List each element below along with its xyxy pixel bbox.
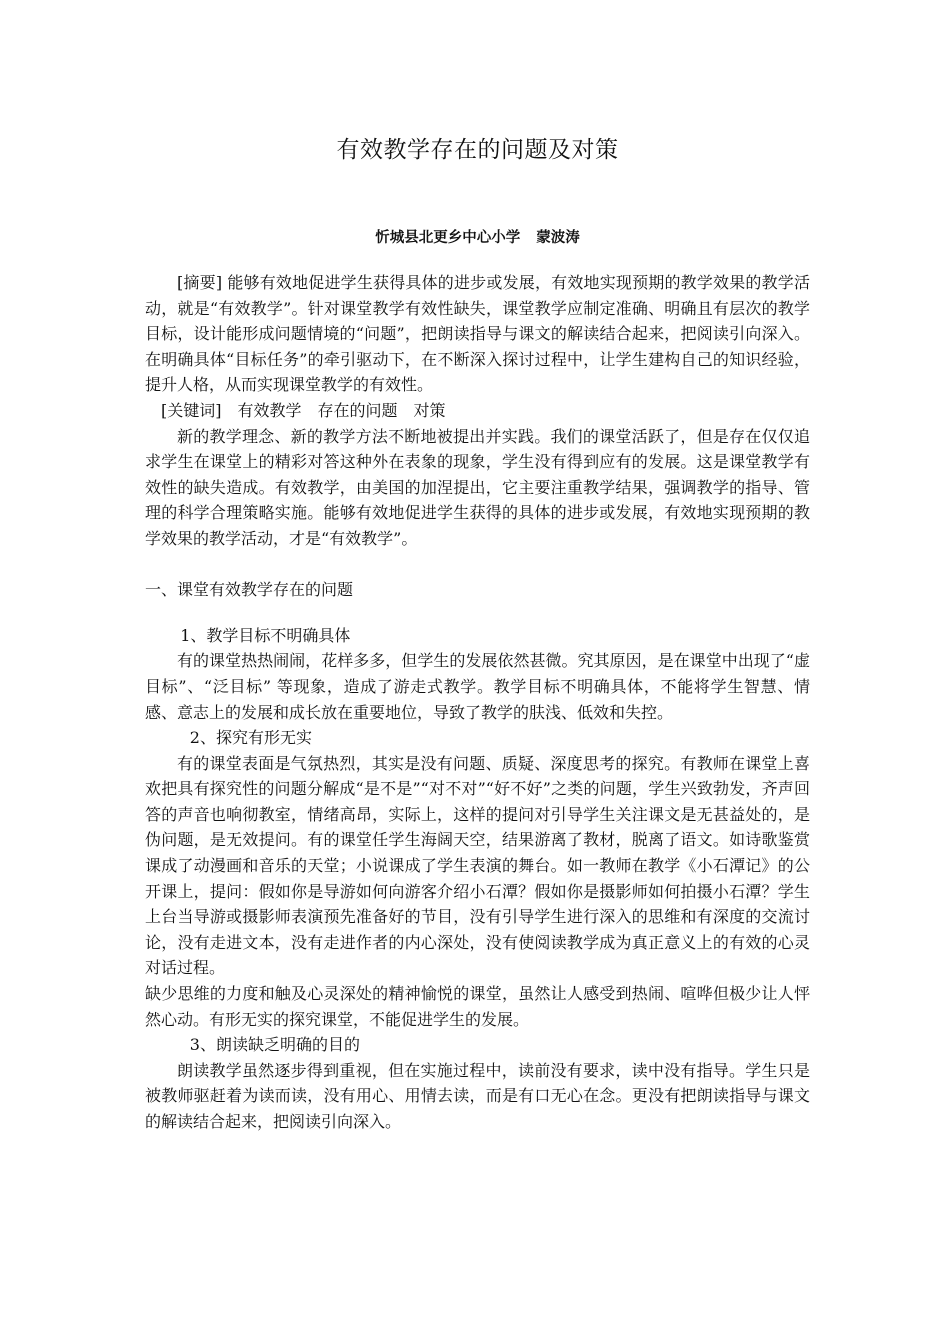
byline-school: 忻城县北更乡中心小学 bbox=[375, 230, 521, 246]
subsection-paragraph: 有的课堂表面是气氛热烈，其实是没有问题、质疑、深度思考的探究。有教师在课堂上喜欢把具有探究性的问题分解成“是不是”“对不对”“好不好”之类的问题，学生兴致勃发，齐声回答的声音也响彻教室，情绪高昂，实际上，这样的提问对引导学生关注课文是无甚益处的，是伪问题，是无效提问。有的课堂任学生海阔天空，结果游离了教材，脱离了语文。如诗歌鉴赏课成了动漫画和音乐的天堂；小说课成了学生表演的舞台。如一教师在教学《小石潭记》的公开课上，提问：假如你是导游如何向游客介绍小石潭？假如你是摄影师如何拍摄小石潭？学生上台当导游或摄影师表演预先准备好的节目，没有引导学生进行深入的思维和有深度的交流讨论，没有走进文本，没有走进作者的内心深处，没有使阅读教学成为真正意义上的有效的心灵对话过程。 bbox=[145, 753, 810, 978]
subsection-paragraph: 朗读教学虽然逐步得到重视，但在实施过程中，读前没有要求，读中没有指导。学生只是被教师驱赶着为读而读，没有用心、用情去读，而是有口无心在念。更没有把朗读指导与课文的解读结合起来，把阅读引向深入。 bbox=[145, 1060, 810, 1131]
subsection-paragraph: 缺少思维的力度和触及心灵深处的精神愉悦的课堂，虽然让人感受到热闹、喧哗但极少让人怦然心动。有形无实的探究课堂，不能促进学生的发展。 bbox=[145, 984, 810, 1029]
subsection-heading: 1、教学目标不明确具体 bbox=[180, 625, 351, 645]
byline-author: 蒙波涛 bbox=[536, 230, 580, 246]
intro-paragraph: 新的教学理念、新的教学方法不断地被提出并实践。我们的课堂活跃了，但是存在仅仅追求学生在课堂上的精彩对答这种外在表象的现象，学生没有得到应有的发展。这是课堂教学有效性的缺失造成。有效教学，由美国的加涅提出，它主要注重教学结果，强调教学的指导、管理的科学合理策略实施。能够有效地促进学生获得的具体的进步或发展，有效地实现预期的教学效果的教学活动，才是“有效教学”。 bbox=[145, 426, 810, 548]
subsection-paragraph: 有的课堂热热闹闹，花样多多，但学生的发展依然甚微。究其原因，是在课堂中出现了“虚目标”、“泛目标” 等现象，造成了游走式教学。教学目标不明确具体，不能将学生智慧、情感、意志上的发展和成长放在重要地位，导致了教学的肤浅、低效和失控。 bbox=[145, 651, 810, 722]
subsection-heading: 3、朗读缺乏明确的目的 bbox=[189, 1035, 360, 1055]
subsection-heading: 2、探究有形无实 bbox=[189, 728, 312, 748]
keywords-line bbox=[145, 398, 810, 424]
document-title: 有效教学存在的问题及对策 bbox=[336, 137, 619, 163]
keyword-item: 对策 bbox=[413, 400, 446, 420]
keyword-item: 存在的问题 bbox=[317, 400, 398, 420]
document-body bbox=[145, 270, 810, 1135]
byline bbox=[145, 226, 810, 250]
abstract-paragraph: [摘要] 能够有效地促进学生获得具体的进步或发展，有效地实现预期的教学效果的教学活动，就是“有效教学”。针对课堂教学有效性缺失，课堂教学应制定准确、明确且有层次的教学目标，设计能形成问题情境的“问题”，把朗读指导与课文的解读结合起来，把阅读引向深入。在明确具体“目标任务”的牵引驱动下，在不断深入探讨过程中，让学生建构自己的知识经验，提升人格，从而实现课堂教学的有效性。 bbox=[145, 273, 810, 395]
keyword-item: 有效教学 bbox=[237, 400, 302, 420]
section-heading: 一、课堂有效教学存在的问题 bbox=[145, 580, 354, 600]
keywords-label: [关键词] bbox=[161, 400, 222, 420]
